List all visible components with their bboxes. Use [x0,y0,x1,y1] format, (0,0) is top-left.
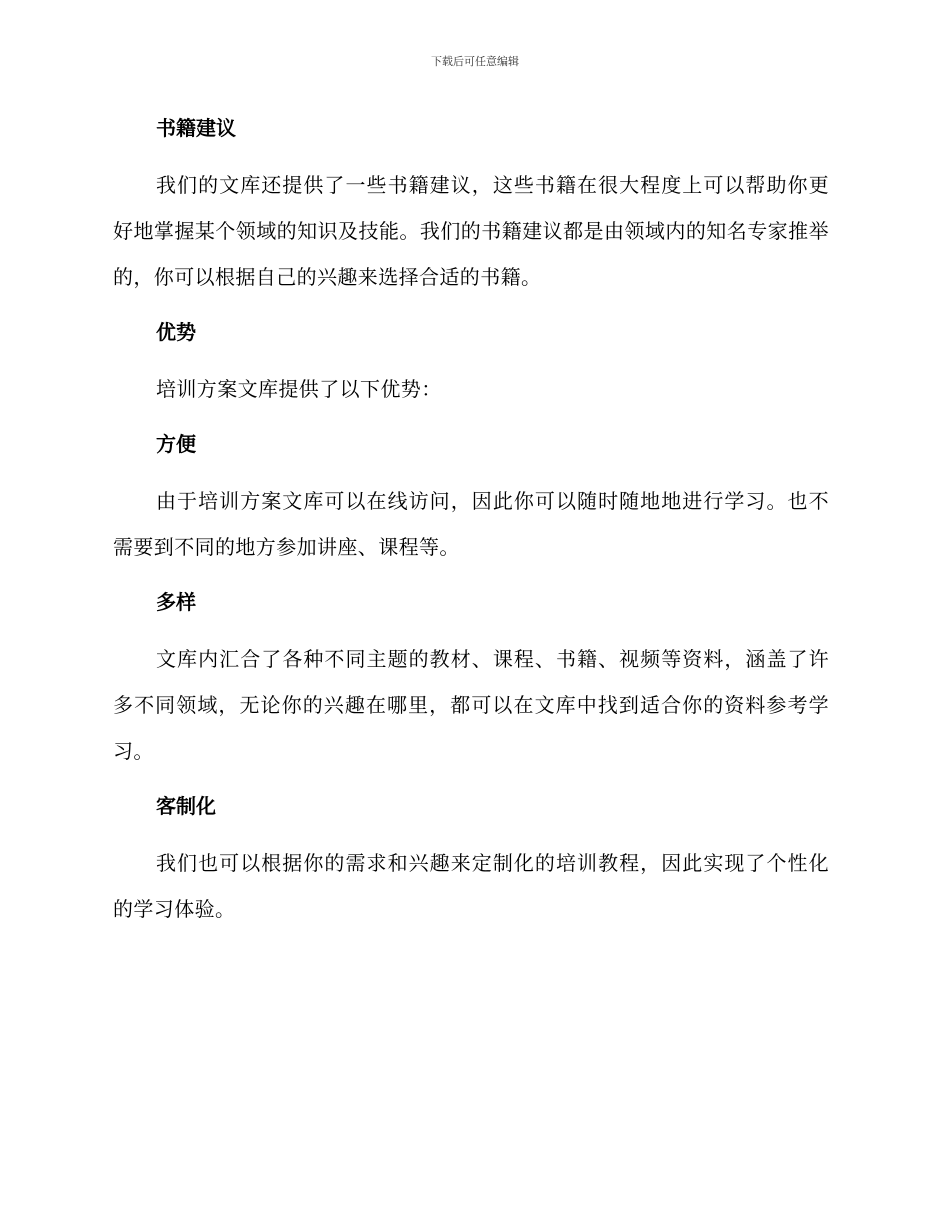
section-heading-advantages: 优势 [156,320,196,344]
section-heading-book-suggestions: 书籍建议 [156,116,236,140]
paragraph-book-suggestions: 我们的文库还提供了一些书籍建议，这些书籍在很大程度上可以帮助你更好地掌握某个领域的知识及技能。我们的书籍建议都是由领域内的知名专家推举的，你可以根据自己的兴趣来选择合适的书籍。 [113,173,829,289]
section-heading-convenience: 方便 [156,432,196,456]
document-body [113,106,829,932]
paragraph-variety: 文库内汇合了各种不同主题的教材、课程、书籍、视频等资料，涵盖了许多不同领域，无论你的兴趣在哪里，都可以在文库中找到适合你的资料参考学习。 [113,647,829,763]
paragraph-convenience: 由于培训方案文库可以在线访问，因此你可以随时随地地进行学习。也不需要到不同的地方参加讲座、课程等。 [113,489,829,559]
paragraph-advantages: 培训方案文库提供了以下优势： [156,377,442,401]
paragraph-customization: 我们也可以根据你的需求和兴趣来定制化的培训教程，因此实现了个性化的学习体验。 [113,851,829,921]
page-header: 下载后可任意编辑 [431,55,519,68]
section-heading-variety: 多样 [156,590,196,614]
section-heading-customization: 客制化 [156,794,216,818]
